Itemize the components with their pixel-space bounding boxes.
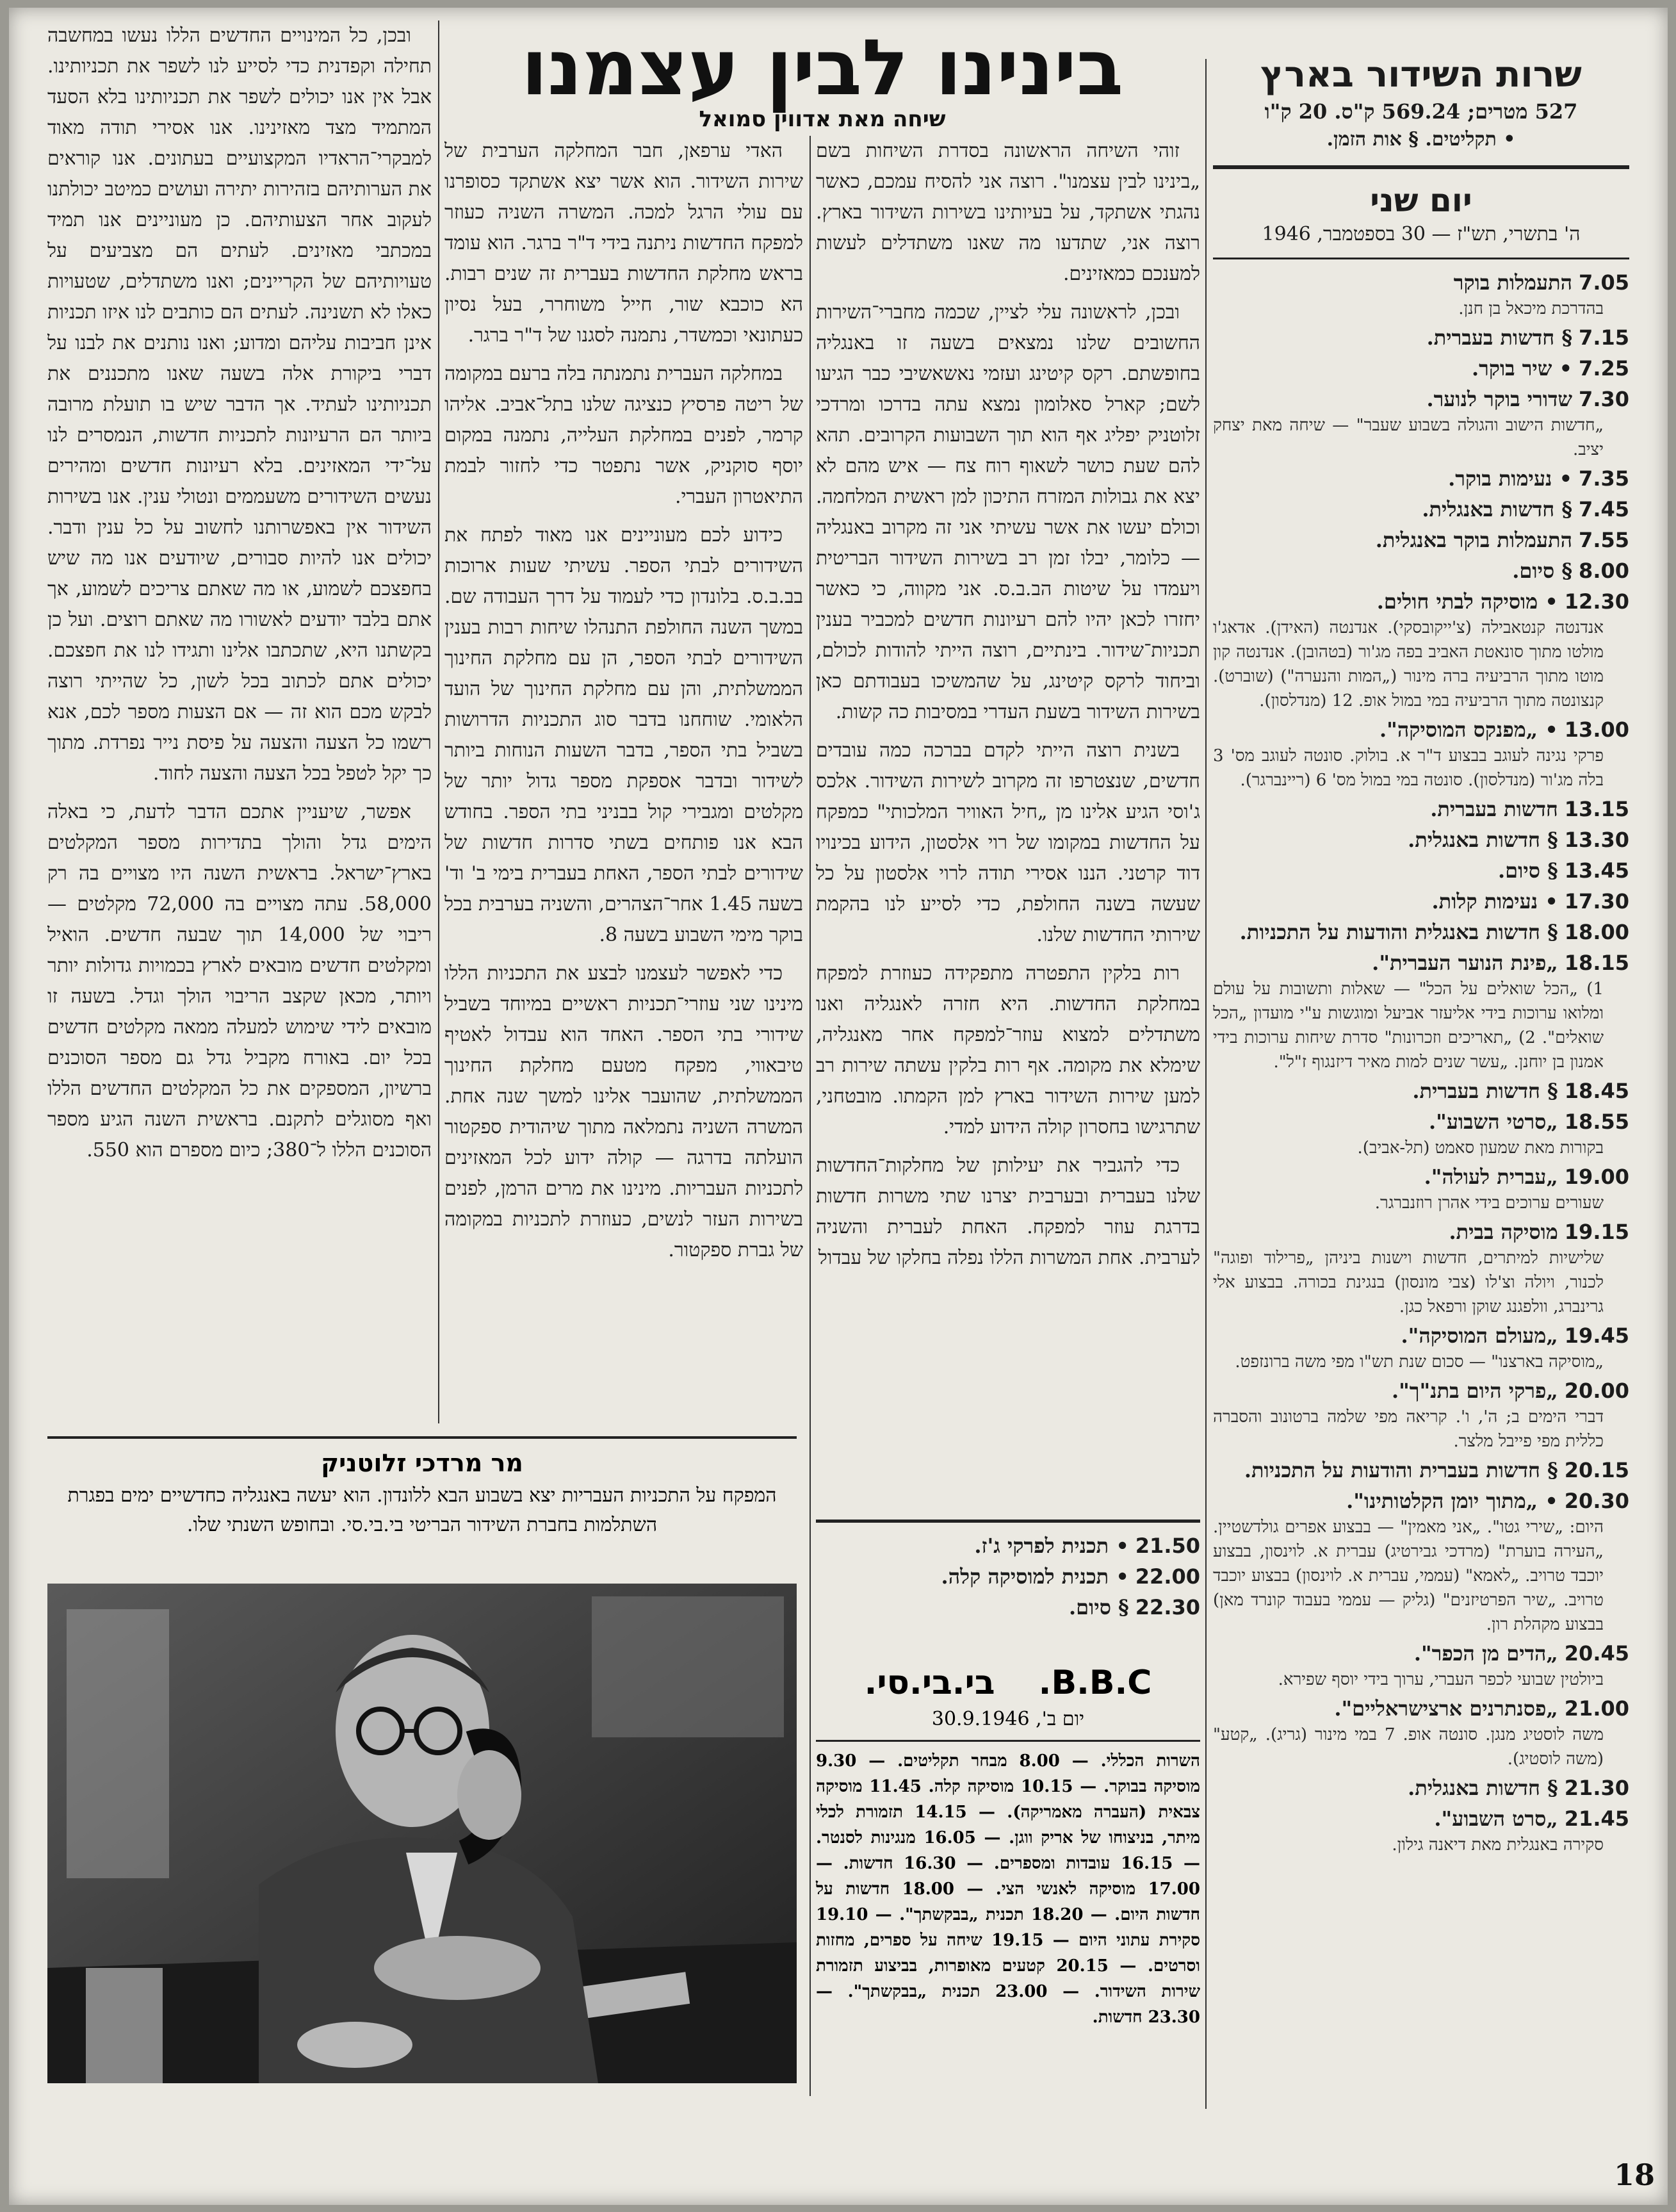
program-time: 20.30: [1564, 1489, 1629, 1513]
program-description: היום: „שירי גטו". „אני מאמין" — בבצוע אפרים גולדשטיין. „העירה בוערת" (מרדכי גבירטיג) עברית א. לוינסון, בבצוע יוכבד טרויב. „לאמא" (עממי, עברית א. לוינסון) בבצוע יוכבד טרויב. „שיר הפרטיזנים" (גליק — עממי בעבוד קונרד מאן) בבצוע מקהלת רון.: [1213, 1518, 1604, 1634]
article-column-2: [444, 136, 803, 1436]
program-item: [1213, 557, 1629, 585]
extra-programs: [816, 1520, 1200, 1624]
program-time: 18.55: [1564, 1110, 1629, 1134]
program-title: מוסיקה בבית.: [1449, 1220, 1558, 1244]
program-title: § חדשות באנגלית.: [1408, 828, 1558, 852]
program-title: „סרטי השבוע".: [1429, 1110, 1558, 1134]
program-time: 18.00: [1564, 920, 1629, 944]
program-description: שלישיות למיתרים, חדשות וישנות ביניהן „פרילוד ופוגה" לכנור, ויולה וצ'לו (צבי מונסון) בנגינת בכורה. בבצוע אלי גרינברג, וולפגנג שוקן ורפאל כגן.: [1213, 1249, 1604, 1316]
program-time: 7.45: [1579, 497, 1629, 521]
program-item: [1213, 464, 1629, 493]
divider: [1213, 165, 1629, 169]
divider: [816, 1520, 1200, 1523]
article-byline: שיחה מאת אדווין סמואל: [699, 106, 946, 132]
program-item: [1213, 587, 1629, 713]
program-time: 21.50: [1135, 1534, 1200, 1558]
program-time: 13.15: [1564, 797, 1629, 821]
program-description: ביולטין שבועי לכפר העברי, ערוך בידי יוסף שפירא.: [1278, 1670, 1604, 1689]
caption-title: מר מרדכי זלוטניק: [321, 1449, 523, 1477]
article-paragraph: כדי להגביר את יעילותן של מחלקות־החדשות שלנו בעברית ובערבית יצרנו שתי משרות חדשות בדרגת עוזר למפקח. האחת לעברית והשניה לערבית. אחת המשרות הללו נפלה בחלקו של עבדול: [816, 1154, 1200, 1269]
program-title: התעמלות בוקר: [1453, 270, 1573, 295]
program-item: [1213, 1639, 1629, 1692]
program-title: • תכנית למוסיקה קלה.: [941, 1564, 1129, 1589]
bbc-title-he: בי.בי.סי.: [864, 1664, 995, 1702]
program-time: 22.00: [1135, 1564, 1200, 1589]
program-item: [1213, 1322, 1629, 1374]
article-paragraph: ובכן, לראשונה עלי לציין, שכמה מחברי־השירות החשובים שלנו נמצאים בשעה זו באנגליה בחופשתם. רקס קיטינג ועזמי נאשאשיבי כבר הגיעו לשם; קארל סאלומון נמצא עתה בדרכו ומרדכי זלוטניק יפליג אף הוא תוך השבועות הקרובים. תהא להם שעת כושר לשאוף רוח צח — איש מהם לא יצא את גבולות המזרח התיכון למן ראשית המלחמה. וכולם יעשו את אשר עשיתי אני זה מקרוב באנגליה — כלומר, יבלו זמן רב בשירות השידור הבריטית ויעמדו על שיטות הב.ב.ס. אני מקווה, כי כאשר יחזרו לכאן יהיו להם רעיונות חדשים למכביר בענין תכניות־שידור. בינתיים, רוצה הייתי להודות לכולם, וביחוד לרקס קיטינג, על שהמשיכו בעבודתם כאן בשירות השידור בשעת העדרי במסיבות כה קשות.: [816, 301, 1200, 723]
program-item: [1213, 526, 1629, 554]
article-paragraph: כידוע לכם מעוניינים אנו מאוד לפתח את השידורים לבתי הספר. עשיתי שעות ארוכות בב.ב.ס. בלונדון כדי לעמוד על דרך העבודה שם. במשך השנה החולפת התנהלו שיחות רבות בענין השידורים לבתי הספר, הן עם מחלקת החינוך הממשלתית, והן עם מחלקת החינוך של הועד הלאומי. שוחחנו בדבר סוג התכניות הדרושות בשביל בתי הספר, בדבר השעות הנוחות ביותר לשידור ובדבר אספקת מספר גדול יותר של מקלטים ומגבירי קול בבניני בתי הספר. בחודש הבא אנו פותחים בשתי סדרות חדשות של שידורים לבתי הספר, האחת בעברית בימי ב' וד' בשעה 1.45 אחר־הצהרים, והשניה בערבית בכל בוקר מימי השבוע בשעה 8.: [444, 524, 803, 946]
program-time: 19.00: [1564, 1165, 1629, 1189]
program-item: [1213, 949, 1629, 1074]
program-item: [1213, 1694, 1629, 1771]
program-title: • נעימות בוקר.: [1448, 466, 1573, 491]
program-time: 18.45: [1564, 1079, 1629, 1103]
program-title: שדורי בוקר לנוער.: [1426, 387, 1573, 411]
program-title: § סיום.: [1498, 858, 1558, 883]
frequency-line: 527 מטרים; 569.24 ק"ס. 20 ק"ו: [1264, 99, 1578, 124]
program-time: 20.45: [1564, 1641, 1629, 1666]
program-item: [1213, 826, 1629, 854]
program-title: § סיום.: [1512, 559, 1573, 583]
program-title: § חדשות בעברית.: [1412, 1079, 1558, 1103]
day-date: ה' בתשרי, תש"ז — 30 בספטמבר, 1946: [1262, 223, 1581, 245]
article-paragraph: במחלקה העברית נתמנתה בלה ברעם במקומה של ריטה פרסיץ כנציגה שלנו בתל־אביב. אליהו קרמר, לפנים במחלקת העלייה, נתמנה במקום יוסף סוקניק, אשר נתפטר כדי לחזור לבמת התיאטרון העברי.: [444, 363, 803, 508]
article-paragraph: האדי ערפאן, חבר המחלקה הערבית של שירות השידור. הוא אשר יצא אשתקד כסופרנו עם עולי הרגל למכה. המשרה השניה כעוזר למפקח החדשות ניתנה בידי ד"ר ברגר. הוא עומד בראש מחלקת החדשות בעברית זה שנים רבות. הא כוכבא שור, חייל משוחרר, בעל נסיון כעתונאי וכמשדר, נתמנה לסגנו של ד"ר ברגר.: [444, 140, 803, 347]
program-time: 7.15: [1579, 325, 1629, 350]
article-paragraph: בשנית רוצה הייתי לקדם בברכה כמה עובדים חדשים, שנצטרפו זה מקרוב לשירות השידור. אלכס ג'וסי הגיע אלינו מן „חיל האוויר המלכותי" כמפקח על החדשות במקומו של רוי אלסטון, הידוע בכינויו דוד קרטני. הננו אסירי תודה לרוי אלסטון על כל שעשה בשנה החולפת, כדי לסייע לנו בהקמת שירותי החדשות שלנו.: [816, 739, 1200, 946]
program-description: פרקי נגינה לעוגב בבצוע ד"ר א. בולוק. סונטה לעוגב מס' 3 בלה מג'ור (מנדלסון). סונטה במי במול מס' 6 (ריינברגר).: [1213, 746, 1604, 790]
program-title: § חדשות בעברית.: [1426, 325, 1573, 350]
program-time: 19.45: [1564, 1323, 1629, 1348]
program-item: [1213, 1077, 1629, 1105]
day-title: יום שני: [1370, 182, 1472, 219]
program-description: בקורות מאת שמעון סאמט (תל-אביב).: [1357, 1138, 1604, 1158]
program-title: „מעולם המוסיקה".: [1401, 1323, 1558, 1348]
column-divider: [438, 20, 439, 1423]
program-time: 20.15: [1564, 1458, 1629, 1482]
article-column-1: [47, 20, 432, 1417]
program-item: [1213, 324, 1629, 352]
program-item: [1213, 716, 1629, 792]
program-description: „מוסיקה בארצנו" — סכום שנת תש"ו מפי משה ברונזפט.: [1235, 1352, 1604, 1372]
program-title: „סרט השבוע".: [1434, 1806, 1558, 1831]
schedule-header: שרות השידור בארץ: [1260, 54, 1582, 95]
article-paragraph: אפשר, שיעניין אתכם הדבר לדעת, כי באלה הימים גדל והולך בתדירות מספר המקלטים בארץ־ישראל. בראשית השנה היו מצויים בה רק 58,000. עתה מצויים בה 72,000 מקלטים — ריבוי של 14,000 תוך שבעה חדשים. הואיל ומקלטים חדשים מובאים לארץ בכמויות גדולות יותר ויותר, מכאן שקצב הריבוי הולך וגדל. בשעה זו מובאים לידי שימוש למעלה ממאה מקלטים חדשים בכל יום. באורח מקביל גדל גם מספר הסוכנים ברשיון, המספקים את כל המקלטים החדשים הללו ואף מסוגלים לתקנם. בראשית השנה הגיע מספר הסוכנים הללו ל־380; כיום מספרם הוא 550.: [47, 801, 432, 1161]
page-number: 18: [1613, 2158, 1655, 2192]
program-item: [1213, 887, 1629, 915]
article-headline: בינינו לבין עצמנו: [521, 24, 1124, 113]
bbc-program-text: השרות הכללי. — 8.00 מבחר תקליטים. — 9.30 מוסיקה בבוקר. — 10.15 מוסיקה קלה. 11.45 מוסיקה צבאית (העברה מאמריקה). — 14.15 תזמורת לכלי מיתר, בניצוחו של אריק ווגן. — 16.05 מנגינות לסנטר. — 16.15 עובדות ומספרים. — 16.30 חדשות. — 17.00 מוסיקה לאנשי הצי. — 18.00 חדשות על חדשות היום. — 18.20 תכנית „בבקשתך". — 19.10 סקירת עתוני היום — 19.15 שיחה על ספרים, מחזות וסרטים. — 20.15 קטעים מאופרות, בביצוע תזמורת שירות השידור. — 23.00 תכנית „בבקשתך". — 23.30 חדשות.: [816, 1751, 1201, 2027]
program-time: 17.30: [1564, 889, 1629, 913]
program-time: 7.05: [1579, 270, 1629, 295]
column-divider: [810, 136, 811, 2096]
program-item: [1213, 385, 1629, 462]
program-item: [816, 1562, 1200, 1591]
bbc-block: [816, 1660, 1200, 2030]
bbc-title: [816, 1660, 1200, 1705]
divider: [47, 1436, 797, 1439]
bbc-title-en: B.B.C.: [1038, 1664, 1152, 1702]
program-list: [1213, 268, 1629, 1857]
program-title: • שיר בוקר.: [1471, 356, 1573, 381]
program-item: [1213, 1218, 1629, 1319]
program-time: 7.30: [1579, 387, 1629, 411]
program-title: „פסנתרנים ארצישראליים".: [1334, 1696, 1558, 1721]
program-item: [816, 1593, 1200, 1621]
program-time: 18.15: [1564, 951, 1629, 975]
program-item: [1213, 354, 1629, 382]
article-column-3: [816, 136, 1200, 1494]
program-title: • תכנית לפרקי ג'ז.: [974, 1534, 1129, 1558]
program-time: 7.35: [1579, 466, 1629, 491]
article-paragraph: רות בלקין התפטרה מתפקידה כעוזרת למפקח במחלקת החדשות. היא חזרה לאנגליה ואנו משתדלים למצוא עוזר־למפקח אחר מאנגליה, שימלא את מקומה. אף רות בלקין עשתה שירות רב למען שירות השידור בארץ למן הקמתו. מובטחני, שתרגישו בחסרון קולה הידוע למדי.: [816, 962, 1200, 1138]
program-title: „הדים מן הכפר".: [1413, 1641, 1558, 1666]
program-title: • „מפנקס המוסיקה".: [1379, 717, 1558, 742]
program-item: [1213, 1805, 1629, 1857]
program-time: 20.00: [1564, 1379, 1629, 1403]
column-divider: [1205, 59, 1207, 2109]
program-description: 1) „הכל שואלים על הכל" — שאלות ותשובות על עולם ומלואו ערוכות בידי אליעזר אביעל ומוגשות ע"י מועדון „הכל שואלים". 2) „תאריכים וזכרונות" סדרת שיחות ערוכות בידי אמנון בן יוחנן. „עשר שנים למות מאיר דיזנגוף ז"ל".: [1213, 979, 1604, 1072]
program-item: [1213, 1163, 1629, 1215]
program-time: 21.00: [1564, 1696, 1629, 1721]
program-time: 13.30: [1564, 828, 1629, 852]
program-item: [1213, 268, 1629, 321]
program-description: סקירה באנגלית מאת דיאנה גילון.: [1392, 1835, 1604, 1855]
article-paragraph: זוהי השיחה הראשונה בסדרת השיחות בשם „בינינו לבין עצמנו". רוצה אני להסיח עמכם, כאשר נהגתי אשתקד, על בעיותינו בשירות השידור בארץ. רוצה אני, שתדעו מה שאנו משתדלים לעשות למענכם כמאזינים.: [816, 140, 1200, 285]
program-time: 21.30: [1564, 1776, 1629, 1800]
legend-line: • תקליטים. § אות הזמן.: [1326, 128, 1516, 151]
program-description: שעורים ערוכים בידי אהרן רוזנברגר.: [1374, 1193, 1604, 1213]
program-item: [1213, 1774, 1629, 1802]
schedule-column: [1213, 53, 1629, 2115]
program-time: 13.45: [1564, 858, 1629, 883]
newspaper-page: [9, 8, 1668, 2205]
program-item: [1213, 1377, 1629, 1454]
program-time: 12.30: [1564, 589, 1629, 614]
program-item: [1213, 1456, 1629, 1484]
program-title: התעמלות בוקר באנגלית.: [1375, 528, 1573, 552]
program-item: [1213, 918, 1629, 946]
program-time: 7.25: [1579, 356, 1629, 381]
program-title: § חדשות באנגלית.: [1422, 497, 1573, 521]
program-item: [1213, 1108, 1629, 1160]
program-title: • נעימות קלות.: [1431, 889, 1558, 913]
program-time: 22.30: [1135, 1595, 1200, 1619]
program-item: [1213, 495, 1629, 523]
program-title: § חדשות בעברית והודעות על התכניות.: [1244, 1458, 1558, 1482]
program-title: § סיום.: [1069, 1595, 1129, 1619]
program-title: חדשות בעברית.: [1430, 797, 1558, 821]
bbc-date: יום ב', 30.9.1946: [931, 1708, 1085, 1730]
caption-text: המפקח על התכניות העבריות יצא בשבוע הבא ללונדון. הוא יעשה באנגליה כחדשיים ימים בפגרת השתלמות בחברת השידור הבריטי בי.בי.סי. ובחופש השנתי שלו.: [67, 1484, 777, 1536]
extra-program-list: [816, 1532, 1200, 1621]
program-title: „פינת הנוער העברית".: [1372, 951, 1558, 975]
program-item: [1213, 1487, 1629, 1637]
program-item: [816, 1532, 1200, 1560]
program-title: § חדשות באנגלית.: [1408, 1776, 1558, 1800]
divider: [816, 1740, 1200, 1742]
program-item: [1213, 795, 1629, 823]
program-description: משה לוסטיג מנגן. סונטה אופ. 7 במי מינור (גריג). „קטע" (משה לוסטיג).: [1213, 1725, 1604, 1769]
portrait-photo-drawing: [47, 1584, 797, 2083]
program-time: 8.00: [1579, 559, 1629, 583]
program-title: „פרקי היום בתנ"ך".: [1391, 1379, 1558, 1403]
program-time: 13.00: [1564, 717, 1629, 742]
photo-caption: [47, 1436, 797, 1540]
program-title: „עברית לעולה".: [1424, 1165, 1558, 1189]
program-time: 21.45: [1564, 1806, 1629, 1831]
divider: [1213, 258, 1629, 259]
article-paragraph: ובכן, כל המינויים החדשים הללו נעשו במחשבה תחילה וקפדנית כדי לסייע לנו לשפר את תכניותינו. אבל אין אנו יכולים לשפר את תכניותינו בלא הסעד המתמיד מצד מאזינינו. אנו אסירי תודה מאוד למבקרי־הראדיו המקצועיים בעתונים. אנו קוראים את הערותיהם בזהירות יתירה ועושים כמיטב יכולתנו לעקוב אחר הצעותיהם. כן מעוניינים אנו תמיד במכתבי מאזינים. לעתים הם מצביעים על טעויותיהם של הקריינים; ואנו משתדלים, שטעויות כאלו לא תשנינה. לעתים הם כותבים לנו איזו תכניות אינן חביבות עליהם ומדוע; ואנו נותנים את לבנו על דברי ביקורת אלה בשעה שאנו מתכננים את תכניותינו לעתיד. אך הדבר שיש בו תועלת מרובה ביותר הם הרעיונות לתכניות חדשות, הנמסרים לנו על־ידי המאזינים. בלא רעיונות חדשים ומהירים נעשים השידורים משעממים ונטולי ענין. אנו בשירות השידור אין באפשרותנו לחשוב על כל ענין ודבר. יכולים אנו להיות סבורים, שיודעים אנו מה שיש בחפצכם לשמוע, או מה שאתם צריכים לשמוע, אך אתם בלבד יודעים לאשורו מה שאתם רוצים. ועל כן בקשתנו היא, שתכתבו אלינו ותגידו לנו את חפצכם. יכולים אתם לכתוב בכל לשון, כל שהייתי רוצה לבקש מכם הוא זה — אם הצעות מספר לכם, אנא רשמו כל הצעה והצעה על פיסת נייר נפרדת. מתוך כך יקל לטפל בכל הצעה והצעה לחוד.: [47, 24, 432, 785]
program-description: דברי הימים ב; ה', ו'. קריאה מפי שלמה ברטונוב והסברה כללית מפי פייבל מלצר.: [1213, 1407, 1604, 1451]
program-title: • „מתוך יומן הקלטותינו".: [1346, 1489, 1558, 1513]
portrait-photo: [47, 1584, 797, 2083]
program-title: • מוסיקה לבתי חולים.: [1376, 589, 1558, 614]
program-description: אנדנטה קנטאבילה (צ'ייקובסקי). אנדנטה (האידן). אדאג'ו מולטו מתוך סונאטת האביב בפה מג'ור (בטהובן). אנדנטה קון מוטו מתוך הרביעיה ברה מינור („המות והנערה") (שוברט). קנצונטה מתוך הרביעיה במי במול אופ. 12 (מנדלסון).: [1213, 618, 1604, 710]
program-time: 7.55: [1579, 528, 1629, 552]
program-item: [1213, 856, 1629, 885]
program-time: 19.15: [1564, 1220, 1629, 1244]
program-title: § חדשות באנגלית והודעות על התכניות.: [1239, 920, 1558, 944]
program-description: „חדשות הישוב והגולה בשבוע שעבר" — שיחה מאת יצחק יציב.: [1213, 416, 1604, 459]
article-paragraph: כדי לאפשר לעצמנו לבצע את התכניות הללו מינינו שני עוזרי־תכניות ראשיים במיוחד בשביל שידורי בתי הספר. האחד הוא עבדול לאטיף טיבאווי, מפקח מטעם מחלקת החינוך הממשלתית, שהועבר אלינו למשך שנה אחת. המשרה השניה נתמלאה מתוך שיהודית ספקטור הועלתה בדרגה — קולה ידוע לכל המאזינים לתכניות העבריות. מינינו את מרים הרמן, לפנים בשירות העזר לנשים, כעוזרת לתכניות במקומה של גברת ספקטור.: [444, 962, 803, 1261]
program-description: בהדרכת מיכאל בן חנן.: [1458, 299, 1604, 318]
